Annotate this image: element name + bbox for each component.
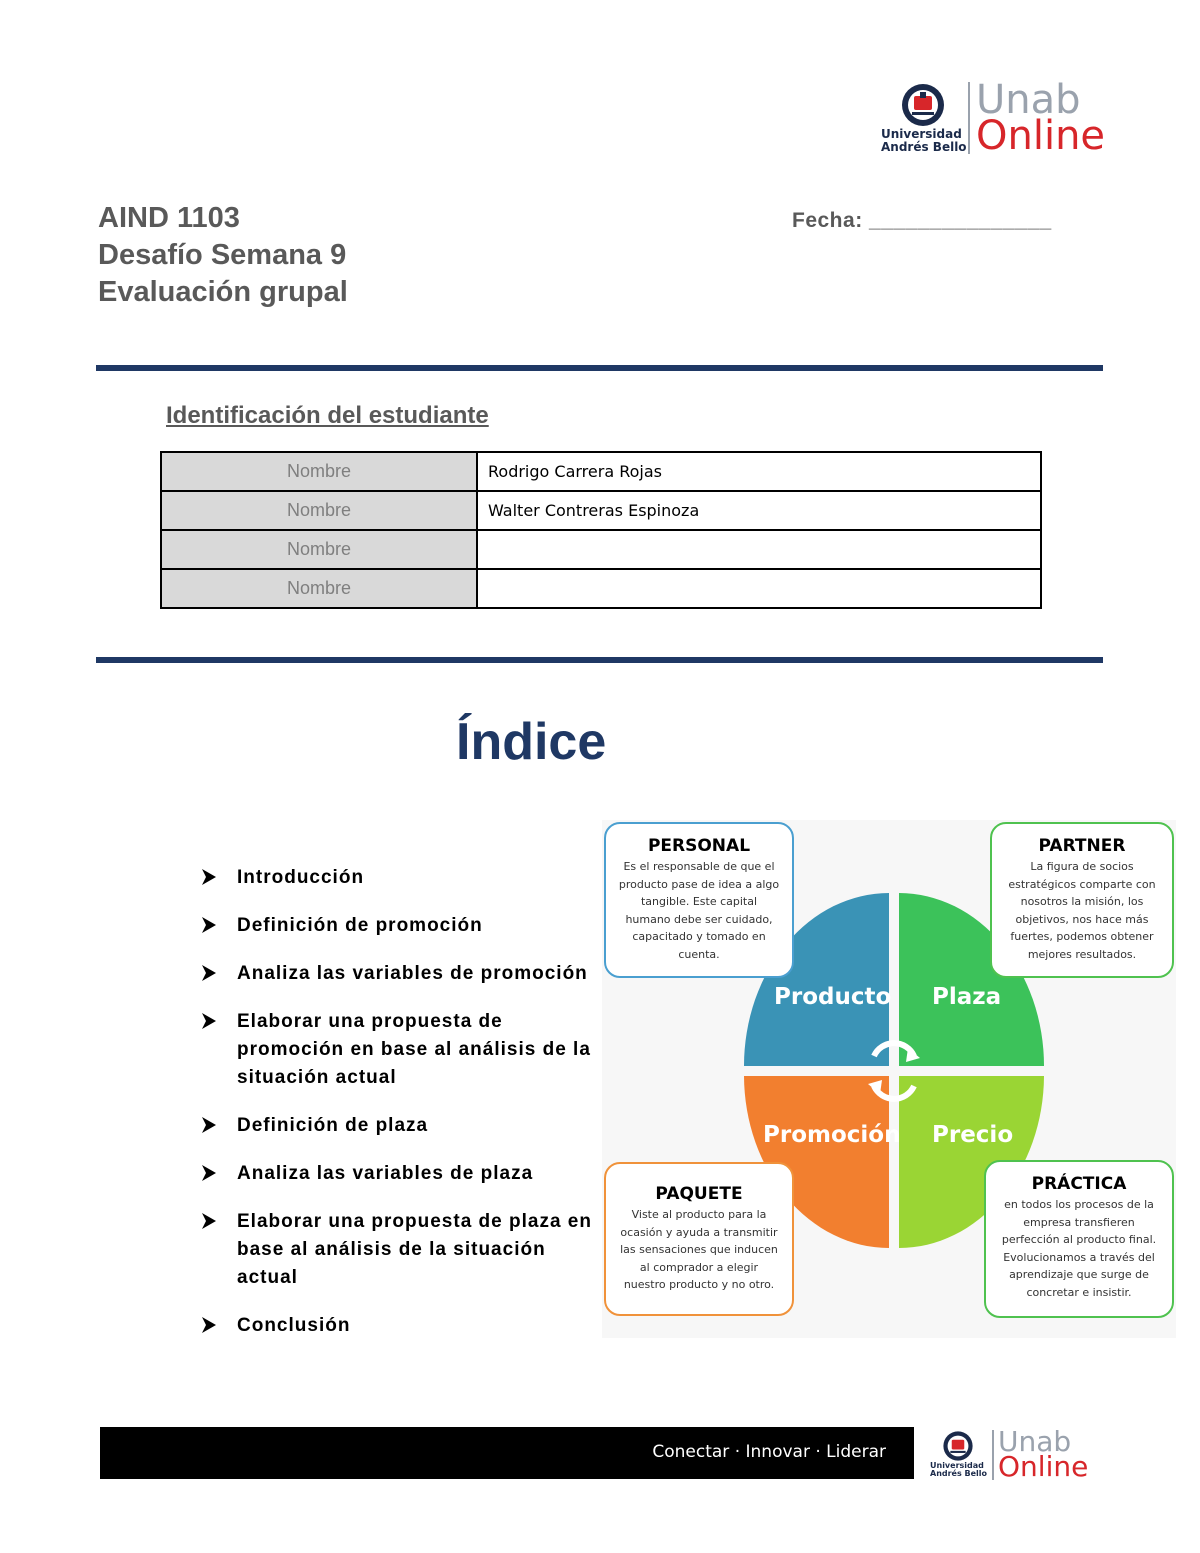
student-name[interactable]: Rodrigo Carrera Rojas xyxy=(477,452,1041,491)
box-text: Es el responsable de que el producto pase de idea a algo tangible. Este capital humano debe ser cuidado, capacitado y tomado en cuenta. xyxy=(618,860,780,961)
index-item-text: Analiza las variables de promoción xyxy=(237,963,588,984)
index-item-text: Introducción xyxy=(237,867,365,888)
brand-unab: Unab xyxy=(998,1425,1072,1458)
arrow-bullet-icon xyxy=(200,1315,218,1335)
brand-online: Online xyxy=(998,1450,1089,1483)
section-divider-top xyxy=(96,365,1103,371)
list-item xyxy=(200,1160,600,1188)
quadrant-label-producto: Producto xyxy=(774,984,892,1010)
logo-divider xyxy=(968,82,970,154)
student-label: Nombre xyxy=(161,530,477,569)
list-item xyxy=(200,1312,600,1340)
box-text: Viste al producto para la ocasión y ayuda a transmitir las sensaciones que inducen al comprador a elegir nuestro producto y no otro. xyxy=(620,1208,778,1291)
arrow-bullet-icon xyxy=(200,915,218,935)
date-field: Fecha: _______________ xyxy=(792,209,1052,232)
list-item xyxy=(200,912,600,940)
arrow-bullet-icon xyxy=(200,963,218,983)
identification-title: Identificación del estudiante xyxy=(166,402,489,429)
brand-online: Online xyxy=(976,113,1106,159)
table-row xyxy=(161,530,1041,569)
index-item-text: Conclusión xyxy=(237,1315,351,1336)
student-name[interactable] xyxy=(477,530,1041,569)
list-item xyxy=(200,1112,600,1140)
arrow-bullet-icon xyxy=(200,867,218,887)
logo-divider xyxy=(992,1430,994,1480)
info-box-practica xyxy=(984,1160,1174,1318)
course-code: AIND 1103 xyxy=(98,202,240,234)
box-title: PERSONAL xyxy=(647,836,751,856)
brand-unab: Unab xyxy=(976,77,1081,123)
footer-bar xyxy=(100,1427,914,1479)
info-box-paquete xyxy=(604,1162,794,1316)
arrow-bullet-icon xyxy=(200,1211,218,1231)
info-box-partner xyxy=(990,822,1174,978)
student-label: Nombre xyxy=(161,569,477,608)
university-name-line1: Universidad xyxy=(881,127,962,141)
university-seal-icon xyxy=(942,1430,974,1462)
student-name[interactable]: Walter Contreras Espinoza xyxy=(477,491,1041,530)
table-row xyxy=(161,569,1041,608)
header-logo xyxy=(880,77,1106,159)
challenge-title: Desafío Semana 9 xyxy=(98,239,347,271)
footer-logo xyxy=(930,1425,1090,1484)
info-box-personal xyxy=(604,822,794,978)
arrow-bullet-icon xyxy=(200,1163,218,1183)
box-title: PAQUETE xyxy=(655,1184,743,1204)
section-divider-bottom xyxy=(96,657,1103,663)
student-table xyxy=(160,451,1042,609)
quadrant-label-plaza: Plaza xyxy=(932,984,1002,1010)
box-title: PARTNER xyxy=(1038,836,1126,856)
list-item xyxy=(200,1008,600,1092)
box-title: PRÁCTICA xyxy=(1031,1174,1127,1194)
box-text: La figura de socios estratégicos comparte con nosotros la misión, los objetivos, nos hace más fuertes, podemos obtener mejores resultados. xyxy=(1008,860,1156,961)
box-text: en todos los procesos de la empresa transfieren perfección al producto final. Evolucionamos a través del aprendizaje que surge de concretar e insistir. xyxy=(1001,1198,1157,1299)
student-label: Nombre xyxy=(161,491,477,530)
index-item-text: Analiza las variables de plaza xyxy=(237,1163,534,1184)
university-name-line2: Andrés Bello xyxy=(930,1469,988,1479)
student-label: Nombre xyxy=(161,452,477,491)
table-row xyxy=(161,452,1041,491)
index-item-text: Elaborar una propuesta de plaza en base al análisis de la situación actual xyxy=(237,1211,592,1288)
list-item xyxy=(200,864,600,892)
footer-motto: Conectar · Innovar · Liderar xyxy=(652,1442,886,1462)
index-item-text: Definición de plaza xyxy=(237,1115,429,1136)
university-seal-icon xyxy=(900,82,946,128)
student-name[interactable] xyxy=(477,569,1041,608)
university-name-line2: Andrés Bello xyxy=(881,139,967,154)
arrow-bullet-icon xyxy=(200,1115,218,1135)
university-name-line1: Universidad xyxy=(930,1461,984,1470)
table-row xyxy=(161,491,1041,530)
index-item-text: Elaborar una propuesta de promoción en base al análisis de la situación actual xyxy=(237,1011,591,1088)
course-header xyxy=(98,200,348,311)
marketing-mix-diagram xyxy=(602,820,1176,1338)
evaluation-type: Evaluación grupal xyxy=(98,276,348,308)
arrow-bullet-icon xyxy=(200,1011,218,1031)
index-list xyxy=(200,864,600,1360)
quadrant-label-promocion: Promoción xyxy=(763,1122,901,1148)
quadrant-label-precio: Precio xyxy=(932,1122,1014,1148)
list-item xyxy=(200,1208,600,1292)
index-title: Índice xyxy=(456,713,607,771)
index-item-text: Definición de promoción xyxy=(237,915,483,936)
list-item xyxy=(200,960,600,988)
